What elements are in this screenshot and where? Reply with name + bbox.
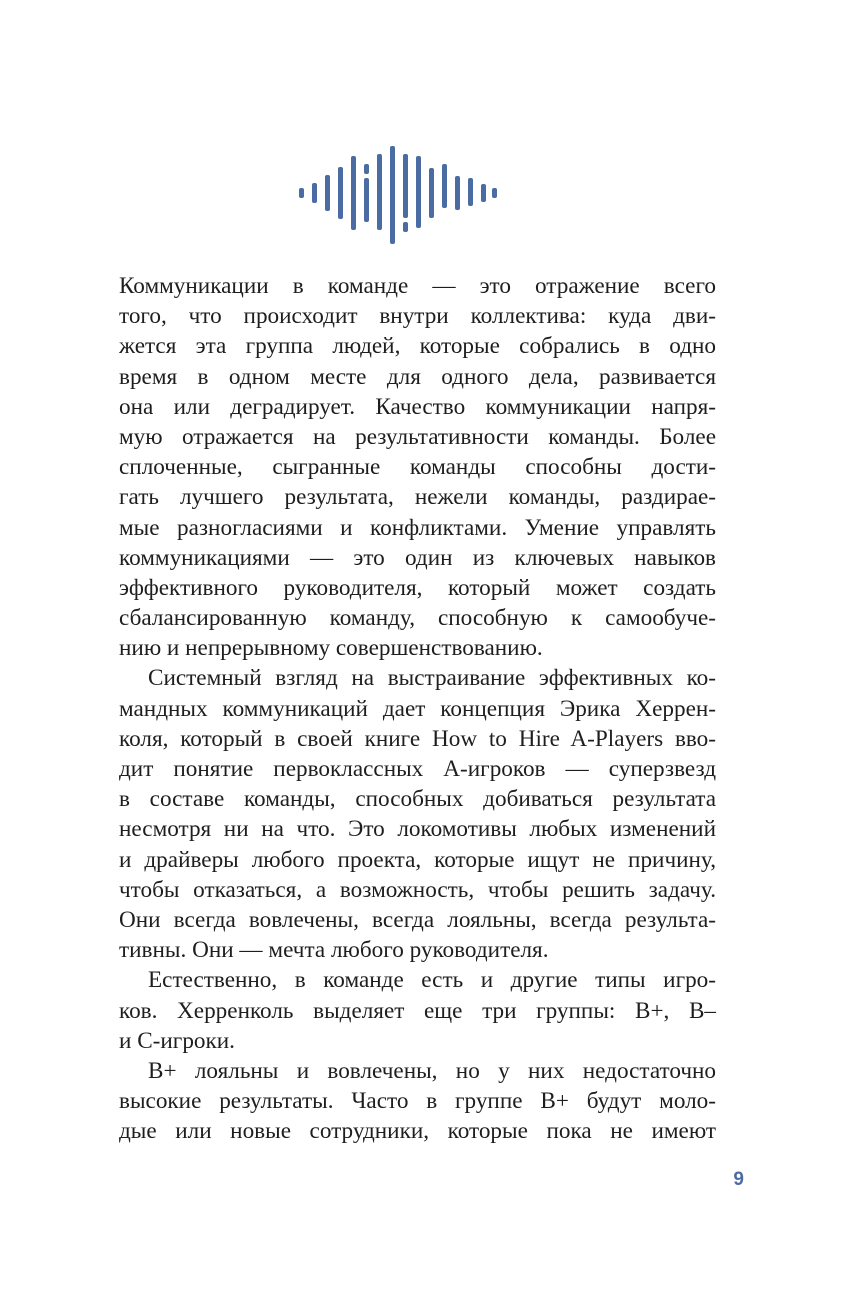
text-line: несмотря ни на что. Это локомотивы любых изменений xyxy=(119,816,716,843)
text-line: Коммуникации в команде — это отражение всего xyxy=(119,273,716,299)
text-line: дые или новые сотрудники, которые пока не имеют xyxy=(119,1118,716,1145)
text-line: Они всегда вовлечены, всегда лояльны, всегда результа- xyxy=(119,906,716,933)
text-line: эффективного руководителя, который может создать xyxy=(119,574,716,601)
text-line: дит понятие первоклассных А-игроков — суперзвезд xyxy=(119,756,716,782)
text-line: и C-игроки. xyxy=(119,1027,235,1054)
text-line: она или деградирует. Качество коммуникации напря- xyxy=(119,393,716,420)
sound-wave-icon xyxy=(296,140,506,250)
text-line: сплоченные, сыгранные команды способны дости- xyxy=(119,454,716,481)
text-line: время в одном месте для одного дела, развивается xyxy=(119,363,716,390)
text-line: ков. Херренколь выделяет еще три группы: B+, B– xyxy=(119,997,716,1024)
paragraph-4 xyxy=(119,1056,716,1147)
text-line: Естественно, в команде есть и другие типы игро- xyxy=(148,967,716,994)
text-line: высокие результаты. Часто в группе B+ будут моло- xyxy=(119,1088,716,1115)
text-line: коля, который в своей книге How to Hire A-Players вво- xyxy=(119,725,716,752)
text-line: нию и непрерывному совершенствованию. xyxy=(119,635,543,662)
text-line: жется эта группа людей, которые собрались в одно xyxy=(119,333,716,360)
text-line: B+ лояльны и вовлечены, но у них недостаточно xyxy=(148,1057,716,1084)
text-line: коммуникациями — это один из ключевых навыков xyxy=(119,544,716,571)
text-line: чтобы отказаться, а возможность, чтобы решить задачу. xyxy=(119,876,716,903)
body-text xyxy=(119,271,716,1146)
text-line: Системный взгляд на выстраивание эффективных ко- xyxy=(148,665,716,692)
text-line: сбалансированную команду, способную к самообуче- xyxy=(119,605,716,632)
text-line: в составе команды, способных добиваться результата xyxy=(119,786,716,813)
text-line: гать лучшего результата, нежели команды, раздирае- xyxy=(119,484,716,511)
text-line: тивны. Они — мечта любого руководителя. xyxy=(119,937,549,964)
text-line: и драйверы любого проекта, которые ищут не причину, xyxy=(119,846,716,873)
text-line: того, что происходит внутри коллектива: куда дви- xyxy=(119,303,716,330)
page-number: 9 xyxy=(733,1169,744,1190)
paragraph-1 xyxy=(119,271,716,663)
paragraph-2 xyxy=(119,663,716,965)
text-line: мандных коммуникаций дает концепция Эрика Херрен- xyxy=(119,695,716,722)
paragraph-3 xyxy=(119,965,716,1056)
text-line: мые разногласиями и конфликтами. Умение управлять xyxy=(119,514,716,541)
text-line: мую отражается на результативности команды. Более xyxy=(119,423,716,450)
